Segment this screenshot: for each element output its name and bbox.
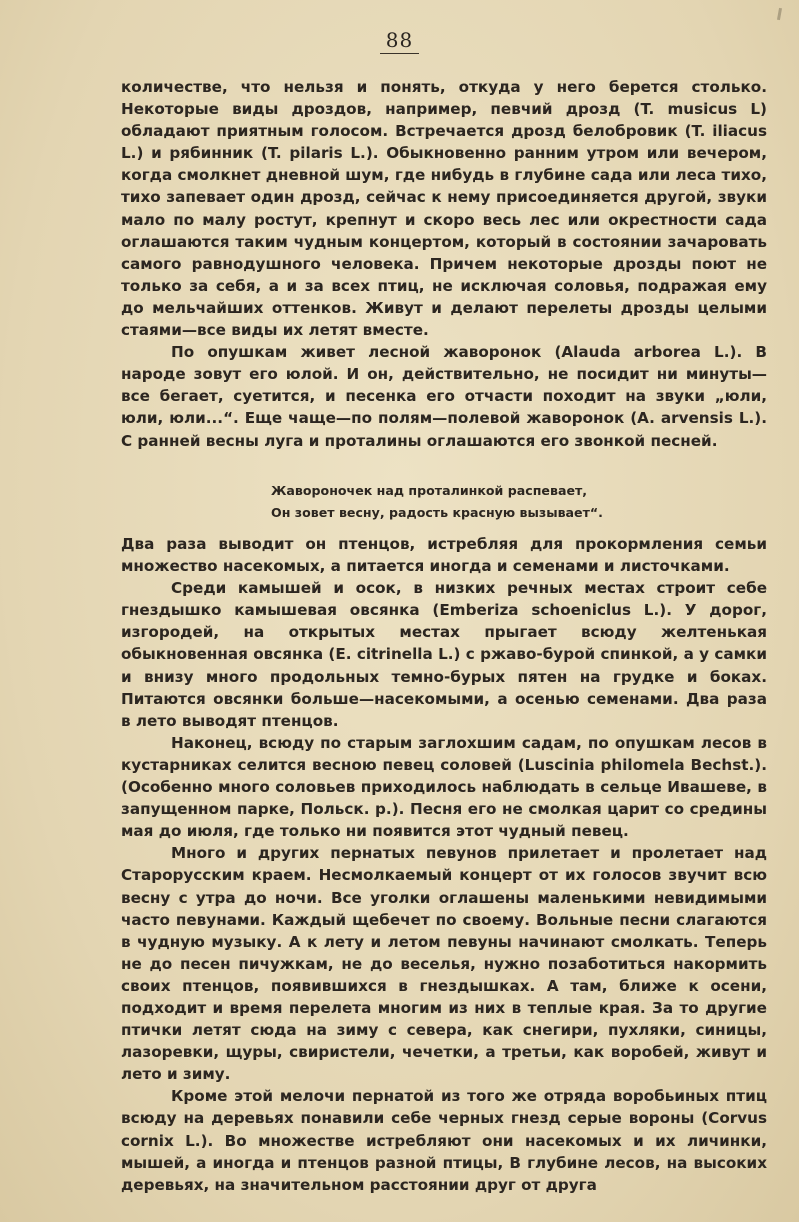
paragraph: количестве, что нельзя и понять, откуда у него берется столько. Некоторые виды дроздов, например, певчий дрозд (T. musicus L) обладают приятным голосом. Встречается дрозд белобровик (T. iliacus L.) и рябинник (T. pilaris L.). Обыкновенно ранним утром или вечером, когда смолкнет дневной шум, где нибудь в глубине сада или леса тихо, тихо запевает один дрозд, сейчас к нему присоединяется другой, звуки мало по малу ростут, крепнут и скоро весь лес или окрестности сада оглашаются таким чудным концертом, который в состоянии зачаровать самого равнодушного человека. Причем некоторые дрозды поют не только за себя, а и за всех птиц, не исключая соловья, подражая ему до мельчайших оттенков. Живут и делают перелеты дрозды целыми стаями—все виды их летят вместе. — [121, 78, 767, 340]
page-number-text: 88 — [380, 28, 419, 54]
verse-line: Он зовет весну, радость красную вызывает“. — [271, 505, 603, 520]
paragraph: По опушкам живет лесной жаворонок (Alauda arborea L.). В народе зовут его юлой. И он, действительно, не посидит ни минуты—все бегает, суетится, и песенка его отчасти походит на звуки „юли, юли, юли...“. Еще чаще—по полям—полевой жаворонок (A. arvensis L.). С ранней весны луга и проталины оглашаются его звонкой песней. — [121, 343, 767, 450]
verse-line: Жавороночек над проталинкой распевает, — [271, 483, 588, 498]
ink-mark — [777, 8, 782, 20]
text-block-bottom — [121, 533, 767, 1196]
paragraph: Наконец, всюду по старым заглохшим садам, по опушкам лесов в кустарниках селится весною певец соловей (Luscinia philomela Bechst.). (Особенно много соловьев приходилось наблюдать в сельце Ивашеве, в запущенном парке, Польск. р.). Песня его не смолкая царит со средины мая до июля, где только ни появится этот чудный певец. — [121, 733, 767, 841]
paragraph: Два раза выводит он птенцов, истребляя для прокормления семьи множество насекомых, а питается иногда и семенами и листочками. — [121, 535, 767, 576]
paragraph: Среди камышей и осок, в низких речных местах строит себе гнездышко камышевая овсянка (Emberiza schoeniclus L.). У дорог, изгородей, на открытых местах прыгает всюду желтенькая обыкновенная овсянка (E. citrinella L.) с ржаво-бурой спинкой, а у самки и внизу много продольных темно-бурых пятен на грудке и боках. Питаются овсянки больше—насекомыми, а осенью семенами. Два раза в лето выводят птенцов. — [121, 579, 767, 730]
paragraph: Кроме этой мелочи пернатой из того же отряда воробьиных птиц всюду на деревьях понавили себе черных гнезд серые вороны (Corvus cornix L.). Во множестве истребляют они насекомых и их личинки, мышей, а иногда и птенцов разной птицы, В глубине лесов, на высоких деревьях, на значительном расстоянии друг от друга — [121, 1087, 767, 1194]
text-block-top — [121, 76, 767, 452]
paragraph: Много и других пернатых певунов прилетает и пролетает над Старорусским краем. Несмолкаемый концерт от их голосов звучит всю весну с утра до ночи. Все уголки оглашены маленькими невидимыми часто певунами. Каждый щебечет по своему. Вольные песни слагаются в чудную музыку. А к лету и летом певуны начинают смолкать. Теперь не до песен пичужкам, не до веселья, нужно позаботиться накормить своих птенцов, появившихся в гнездышках. А там, ближе к осени, подходит и время перелета многим из них в теплые края. За то другие птички летят сюда на зиму с севера, как снегири, пухляки, синицы, лазоревки, щуры, свиристели, чечетки, а третьи, как воробей, живут и лето и зиму. — [121, 844, 767, 1084]
page-number — [0, 28, 799, 52]
